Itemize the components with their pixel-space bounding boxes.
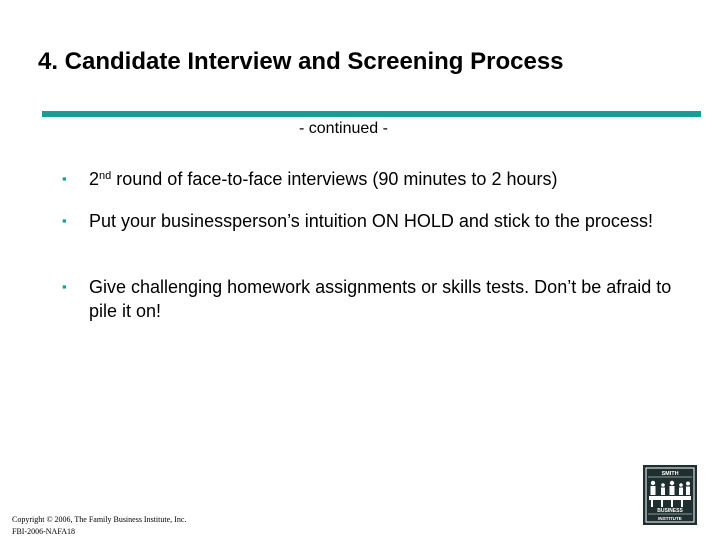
document-code: FBI-2006-NAFA18 (12, 527, 75, 536)
bullet-square-icon: ▪ (62, 279, 67, 294)
slide-subtitle: - continued - (299, 120, 388, 137)
copyright-footer (12, 514, 186, 538)
bullet-text: 2nd round of face-to-face interviews (90 minutes to 2 hours) (89, 169, 558, 189)
bullet-item (62, 209, 682, 233)
bullet-square-icon: ▪ (62, 171, 67, 186)
institute-logo (643, 465, 697, 525)
ordinal-suffix: nd (99, 170, 112, 182)
bullet-square-icon: ▪ (62, 213, 67, 228)
bullet-text: Put your businessperson’s intuition ON HOLD and stick to the process! (89, 211, 653, 231)
logo-bottom-text: INSTITUTE (658, 516, 682, 521)
slide-title: 4. Candidate Interview and Screening Process (38, 48, 564, 75)
bullet-item (62, 275, 682, 323)
logo-top-text: SMITH (661, 471, 679, 477)
bullet-text: Give challenging homework assignments or skills tests. Don’t be afraid to pile it on! (89, 277, 672, 321)
logo-middle-text: BUSINESS (657, 508, 683, 514)
bullet-item (62, 167, 682, 191)
title-divider (42, 111, 701, 117)
copyright-text: Copyright © 2006, The Family Business Institute, Inc. (12, 515, 187, 524)
